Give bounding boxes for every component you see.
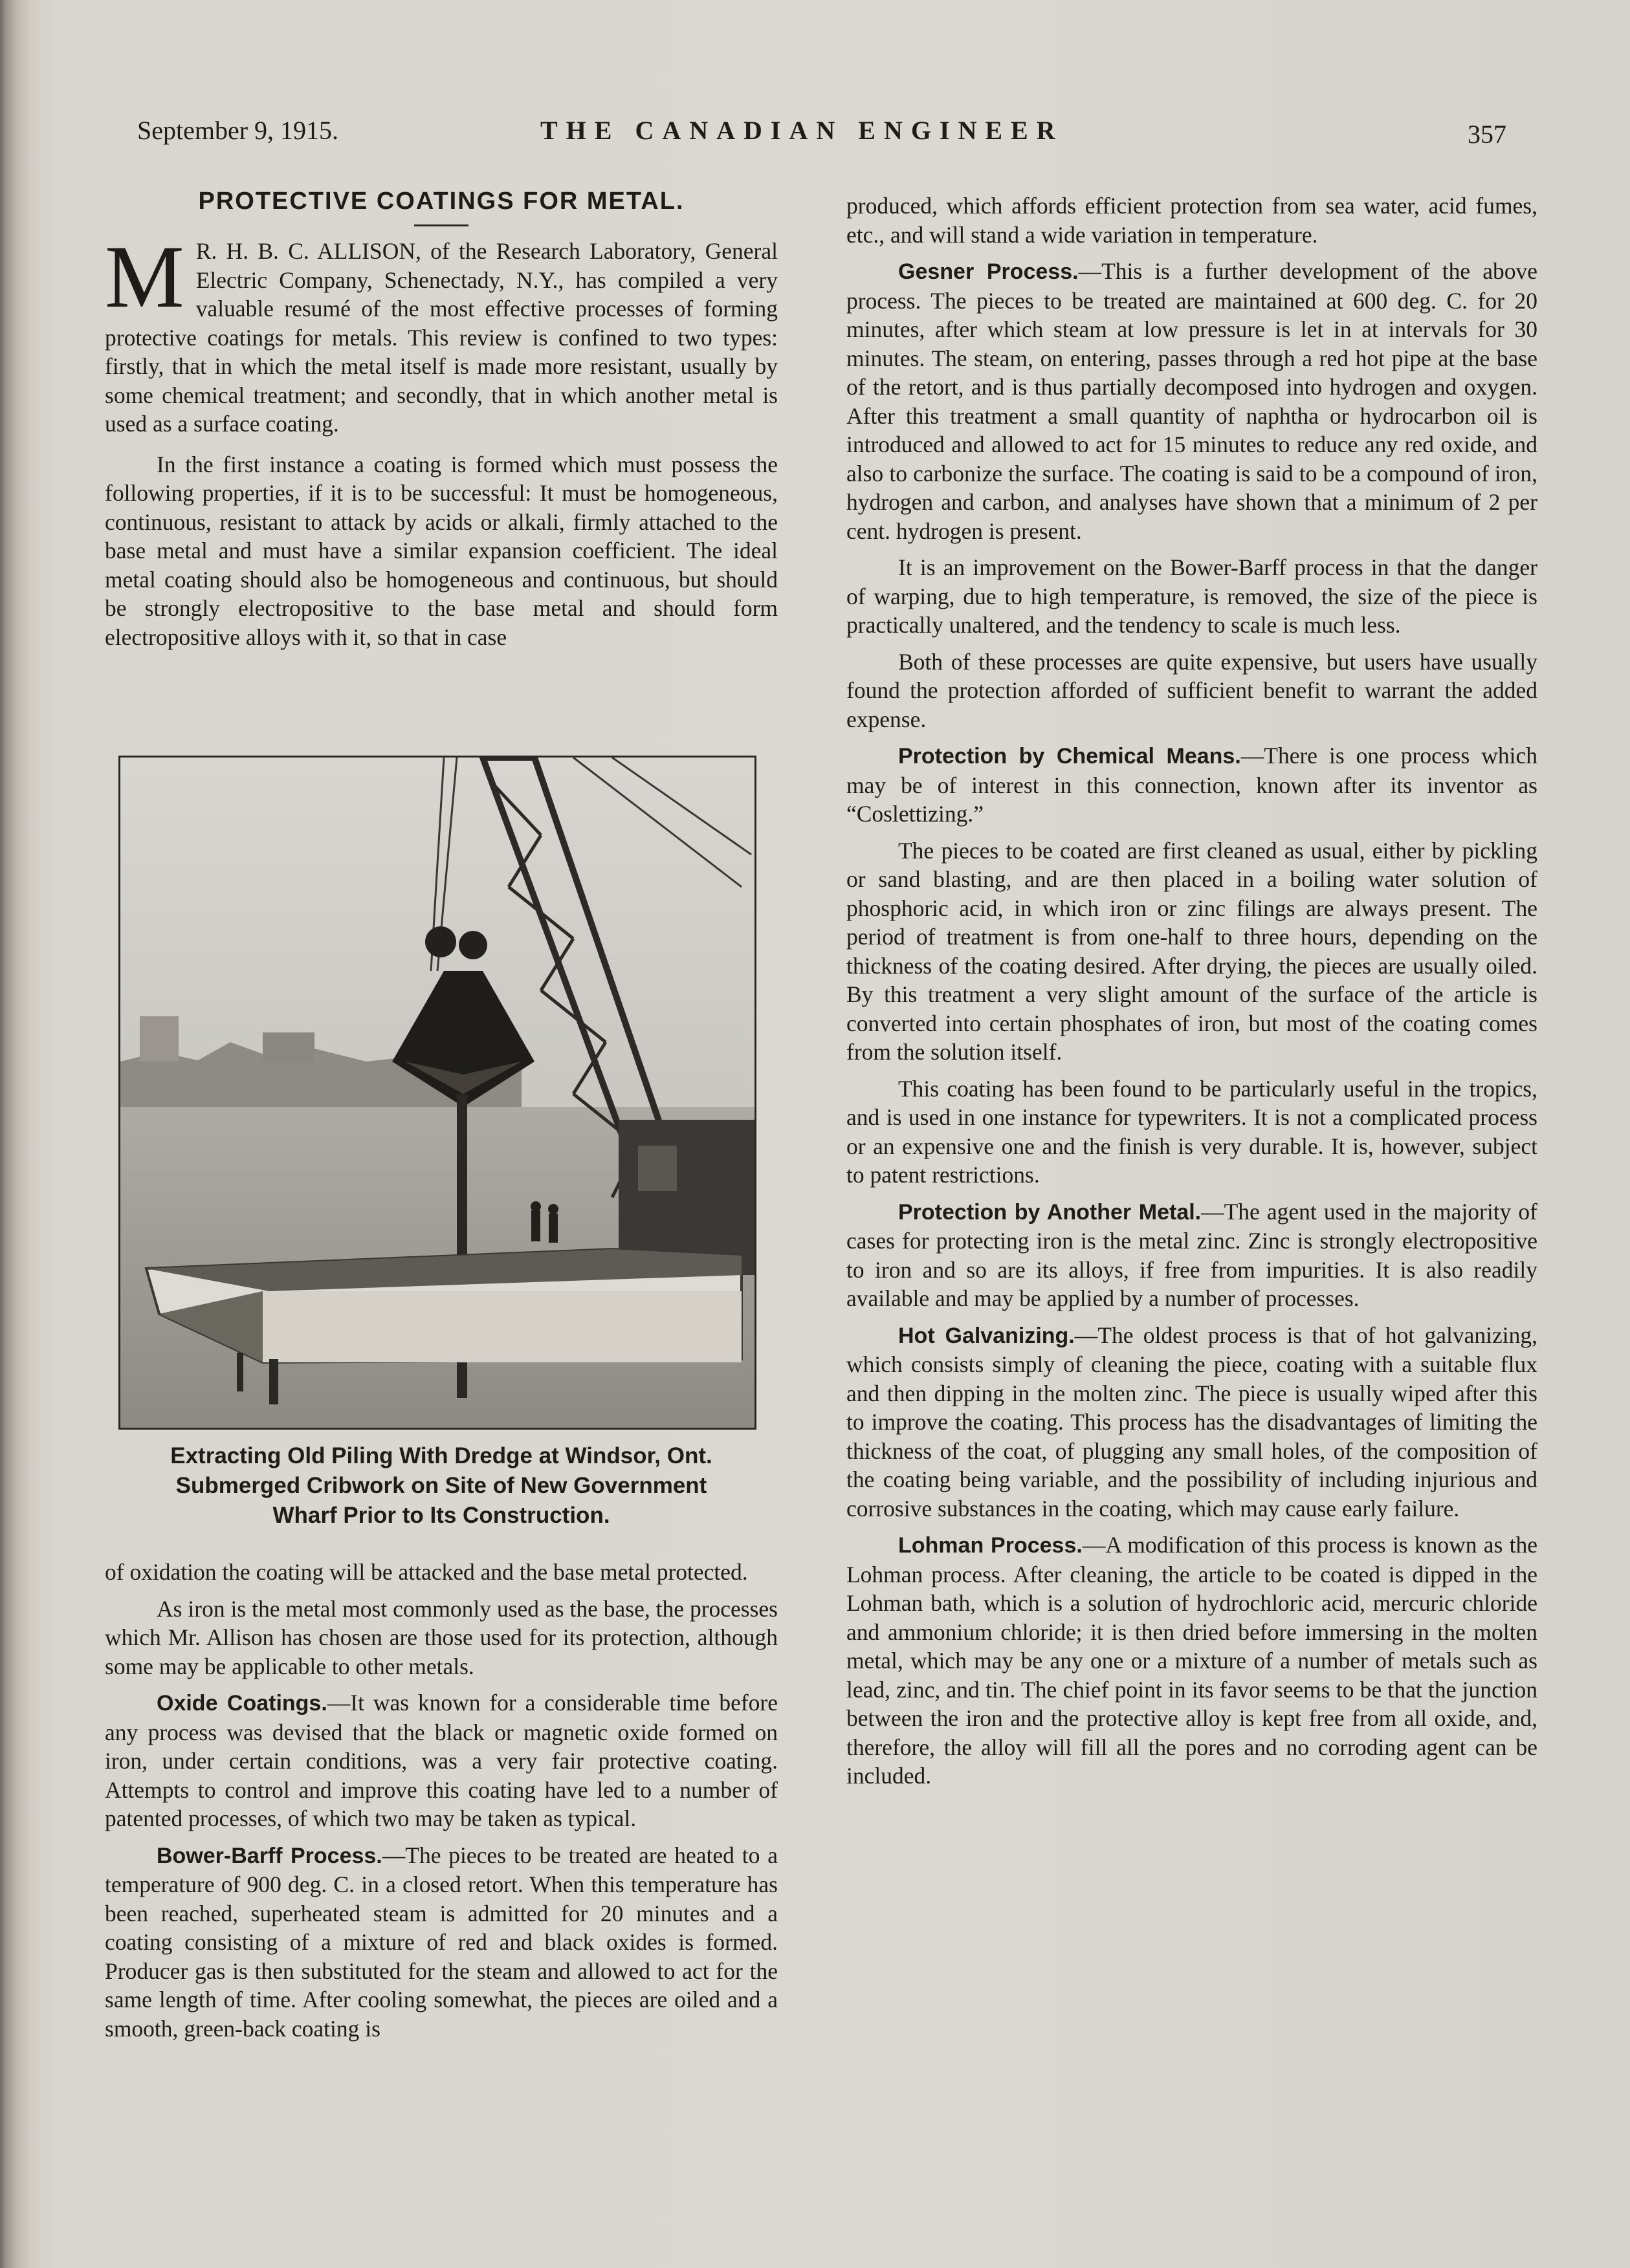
page-number: 357 <box>1468 120 1506 149</box>
chemical-means-heading: Protection by Chemical Means. <box>898 744 1241 769</box>
expense-paragraph: Both of these processes are quite expensive, but users have usually found the protection afforded of sufficient benefit to warrant the added expense. <box>846 648 1537 732</box>
left-column-bottom <box>105 1558 778 2051</box>
bower-barff-paragraph <box>105 1841 778 2044</box>
bower-barff-heading: Bower-Barff Process. <box>157 1843 382 1868</box>
iron-paragraph: As iron is the metal most commonly used as the base, the processes which Mr. Allison has chosen are those used for its protection, although some may be applicable to other metals. <box>105 1595 778 1679</box>
oxide-coatings-heading: Oxide Coatings. <box>157 1691 327 1716</box>
oxidation-paragraph: of oxidation the coating will be attacked and the base metal protected. <box>105 1559 748 1585</box>
another-metal-text: —The agent used in the majority of cases for protecting iron is the metal zinc. Zinc is strongly electropositive to iron and so are its alloys, if free from impurities. It is also readily available and may be applied by a number of processes. <box>846 1198 1537 1311</box>
lohman-paragraph <box>846 1531 1537 1791</box>
hot-galvanizing-text: —The oldest process is that of hot galvanizing, which consists simply of cleaning the piece, coating with a suitable flux and then dipping in the molten zinc. The piece is usually wiped after this to improve the coating. This process has the disadvantages of limiting the thickness of the coat, of plugging any small holes, of the composition of the coating being variable, and the possibility of including injurious and corrosive substances in the coating, which may cause early failure. <box>846 1322 1537 1521</box>
tropics-paragraph: This coating has been found to be particularly useful in the tropics, and is used in one instance for typewriters. It is not a complicated process or an expensive one and the finish is very durable. It is, however, subject to patent restrictions. <box>846 1075 1537 1188</box>
another-metal-heading: Protection by Another Metal. <box>898 1199 1202 1225</box>
first-instance-paragraph: In the first instance a coating is formed which must possess the following properties, if it is to be successful: It must be homogeneous, continuous, resistant to attack by acids or alkali, firmly attached to the base metal and must have a similar expansion coefficient. The ideal metal coating should also be homogeneous and continuous, but should be strongly electropositive to the base metal and should form electropositive alloys with it, so that in case <box>105 451 778 650</box>
lohman-text: —A modification of this process is known as the Lohman process. After cleaning, the article to be coated is dipped in the Lohman bath, which is a solution of hydrochloric acid, mercuric chloride and ammonium chloride; it is then dried before immersing in the molten metal, which may be any one or a mixture of a number of metals such as lead, zinc, and tin. The chief point in its favor seems to be that the junction between the iron and the protective alloy is kept free from all oxide, and, therefore, the alloy will fill all the pores and no corroding agent can be included. <box>846 1532 1538 1789</box>
intro-paragraph <box>105 227 778 439</box>
chemical-means-text: —There is one process which may be of interest in this connection, known after its inventor as “Coslettizing.” <box>846 743 1537 827</box>
gesner-heading: Gesner Process. <box>898 259 1079 284</box>
oxide-coatings-text: —It was known for a considerable time before any process was devised that the black or magnetic oxide formed on iron, under certain conditions, was a very fair protective coating. Attempts to control and improve this coating have led to a number of patented processes, of which two may be taken as typical. <box>105 1690 778 1831</box>
right-column <box>846 191 1537 1798</box>
hot-galvanizing-paragraph <box>846 1321 1537 1523</box>
bower-barff-text: —The pieces to be treated are heated to a temperature of 900 deg. C. in a closed retort. When this temperature has been reached, superheated steam is admitted for 20 minutes and a coating consisting of a mixture of red and black oxides is formed. Producer gas is then substituted for the steam and allowed to act for the same length of time. After cooling somewhat, the pieces are oiled and a smooth, green-back coating is <box>105 1842 778 2042</box>
lohman-heading: Lohman Process. <box>898 1533 1083 1558</box>
another-metal-paragraph <box>846 1197 1537 1313</box>
hot-galvanizing-heading: Hot Galvanizing. <box>898 1323 1075 1348</box>
dredge-photo-illustration <box>120 758 754 1428</box>
gesner-paragraph <box>846 257 1537 545</box>
figure-caption <box>105 1441 778 1531</box>
article-title: PROTECTIVE COATINGS FOR METAL. <box>198 188 685 215</box>
continuation-paragraph: produced, which affords efficient protection from sea water, acid fumes, etc., and will stand a wide variation in temperature. <box>846 193 1537 248</box>
left-column-top <box>105 188 778 651</box>
issue-date: September 9, 1915. <box>137 116 339 145</box>
caption-line-1: Extracting Old Piling With Dredge at Windsor, Ont. <box>170 1443 712 1468</box>
drop-cap: M <box>105 227 184 326</box>
chemical-means-paragraph <box>846 741 1537 829</box>
intro-text: R. H. B. C. ALLISON, of the Research Laboratory, General Electric Company, Schenectady, N.Y., has compiled a very valuable resumé of the most effective processes of forming protective coatings for metals. This review is confined to two types: firstly, that in which the metal itself is made more resistant, usually by some chemical treatment; and secondly, that in which another metal is used as a surface coating. <box>105 238 778 437</box>
caption-line-3: Wharf Prior to Its Construction. <box>272 1503 610 1528</box>
running-header <box>0 115 1630 154</box>
improvement-paragraph: It is an improvement on the Bower-Barff process in that the danger of warping, due to high temperature, is removed, the size of the piece is practically unaltered, and the tendency to scale is much less. <box>846 554 1537 638</box>
coating-procedure-paragraph: The pieces to be coated are first cleaned as usual, either by pickling or sand blasting, and are then placed in a boiling water solution of phosphoric acid, in which iron or zinc filings are always present. The period of treatment is from one-half to three hours, depending on the thickness of the coating desired. After drying, the pieces are usually oiled. By this treatment a very slight amount of the surface of the article is converted into certain phosphates of iron, but most of the coating comes from the solution itself. <box>846 837 1537 1065</box>
caption-line-2: Submerged Cribwork on Site of New Government <box>175 1473 707 1498</box>
gesner-text: —This is a further development of the above process. The pieces to be treated are maintained at 600 deg. C. for 20 minutes, after which steam at low pressure is let in at intervals for 30 minutes. The steam, on entering, passes through a red hot pipe at the base of the retort, and is thus partially decomposed into hydrogen and oxygen. After this treatment a small quantity of naphtha or hydrocarbon oil is introduced and allowed to act for 15 minutes to reduce any red oxide, and also to carbonize the surface. The coating is said to be a compound of iron, hydrogen and carbon, and analyses have shown that a minimum of 2 per cent. hydrogen is present. <box>846 258 1537 544</box>
dredge-photograph <box>118 756 756 1430</box>
oxide-coatings-paragraph <box>105 1688 778 1833</box>
journal-title: THE CANADIAN ENGINEER <box>540 116 1064 145</box>
title-rule <box>414 224 468 226</box>
